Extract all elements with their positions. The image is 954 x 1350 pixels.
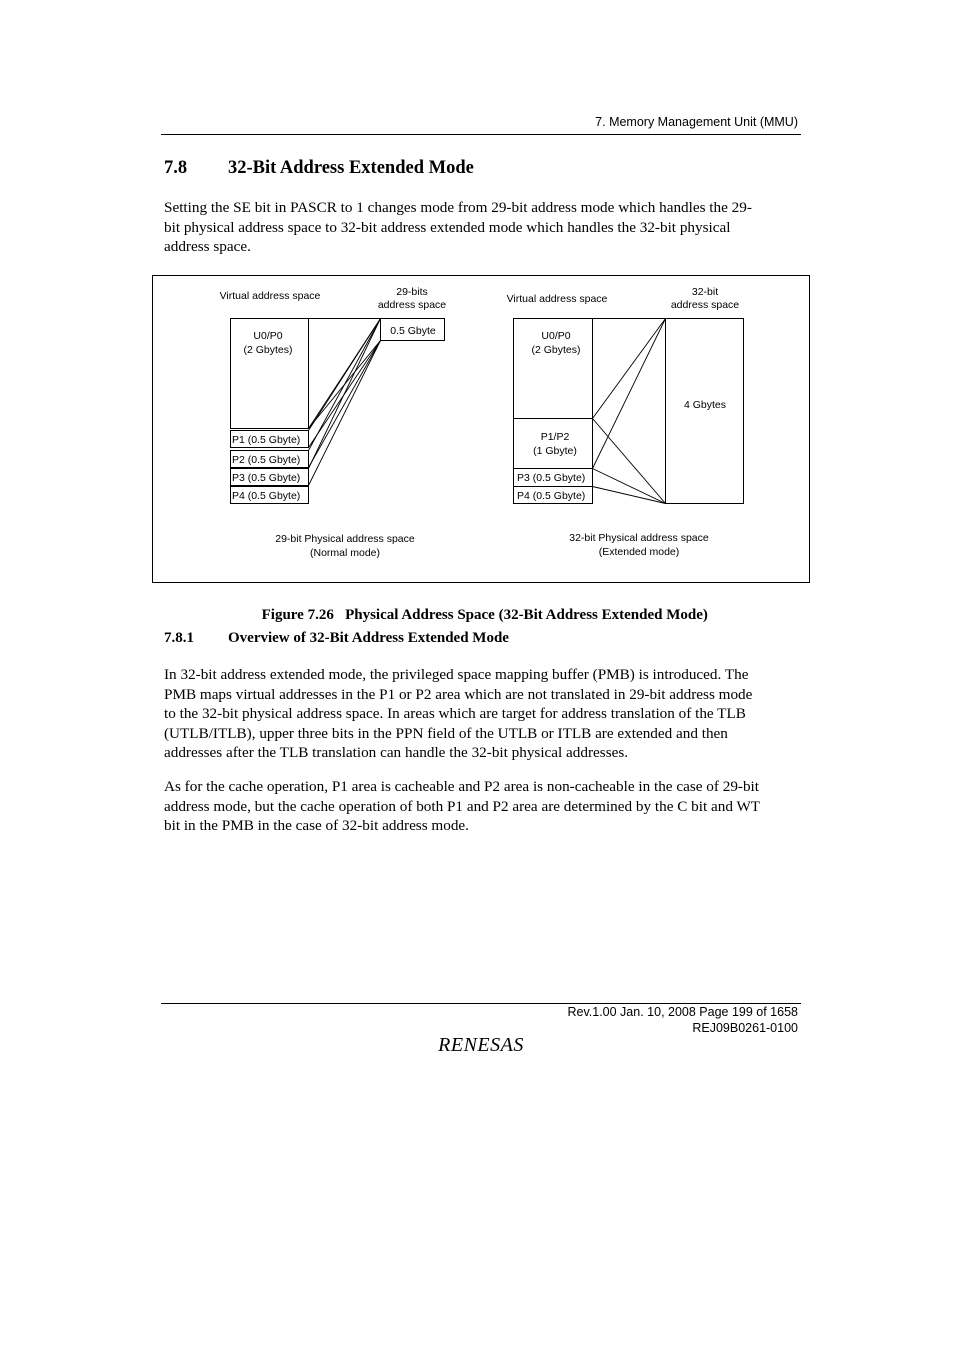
chapter-title: 7. Memory Management Unit (MMU) <box>595 115 798 129</box>
para2-line: address mode, but the cache operation of both P1 and P2 area are determined by the C bit and WT <box>164 797 761 815</box>
footer-doc-number: REJ09B0261-0100 <box>692 1020 798 1035</box>
figure-caption-text: Figure 7.26 Physical Address Space (32-Bit Address Extended Mode) <box>261 607 708 623</box>
address-space-figure <box>0 0 954 620</box>
para1-line: addresses after the TLB translation can handle the 32-bit physical addresses. <box>164 744 629 762</box>
map-p3-bottom <box>593 487 666 504</box>
right-caption-line2: (Extended mode) <box>598 546 680 558</box>
right-physical-label-line2: address space <box>670 299 740 311</box>
left-p2-label: P2 (0.5 Gbyte) <box>232 454 301 466</box>
intro-line: bit physical address space to 32-bit address extended mode which handles the 32-bit physical <box>164 218 731 236</box>
renesas-logo <box>0 1034 954 1056</box>
right-u0p0-label-line1: U0/P0 <box>541 330 571 342</box>
map-p3-top <box>593 469 666 504</box>
map-u0p0-to-top <box>593 319 666 419</box>
section-number: 7.8 <box>164 158 188 178</box>
map-p2-bottom <box>309 341 381 468</box>
overview-paragraph-1 <box>164 665 804 763</box>
left-u0p0-label-line1: U0/P0 <box>253 330 283 342</box>
map-p1p2-to-top <box>593 319 666 469</box>
left-physical-block-label: 0.5 Gbyte <box>390 325 436 337</box>
para1-line: (UTLB/ITLB), upper three bits in the PPN field of the UTLB or ITLB are extended and then <box>164 724 728 742</box>
para2-line: bit in the PMB in the case of 32-bit address mode. <box>164 817 469 835</box>
renesas-logo-text: RENESAS <box>438 1034 524 1056</box>
left-p3-label: P3 (0.5 Gbyte) <box>232 472 301 484</box>
para1-line: to the 32-bit physical address space. In areas which are target for address translation of the TLB <box>164 705 746 723</box>
left-physical-label-line1: 29-bits <box>396 286 428 298</box>
para2-line: As for the cache operation, P1 area is cacheable and P2 area is non-cacheable in the case of 29-bit <box>164 778 759 795</box>
subsection-number: 7.8.1 <box>164 630 194 646</box>
footer-revision: Rev.1.00 Jan. 10, 2008 Page 199 of 1658 <box>567 1005 798 1019</box>
left-physical-label-line2: address space <box>377 299 447 311</box>
right-u0p0-label-line2: (2 Gbytes) <box>531 344 581 356</box>
para1-line: In 32-bit address extended mode, the privileged space mapping buffer (PMB) is introduced. The <box>164 666 749 683</box>
right-p3-label: P3 (0.5 Gbyte) <box>517 472 586 484</box>
right-area-p1p2 <box>514 419 593 469</box>
right-caption-line1: 32-bit Physical address space <box>569 532 709 544</box>
figure-caption <box>0 590 954 624</box>
para1-line: PMB maps virtual addresses in the P1 or P2 area which are not translated in 29-bit address mode <box>164 685 753 703</box>
section-title: 32-Bit Address Extended Mode <box>228 158 474 178</box>
right-physical-block <box>666 319 744 504</box>
left-virtual-label: Virtual address space <box>219 290 321 302</box>
right-p1p2-label-line1: P1/P2 <box>540 431 570 443</box>
left-p4-label: P4 (0.5 Gbyte) <box>232 490 301 502</box>
left-mapping-lines <box>309 319 381 486</box>
subsection-heading <box>164 630 509 647</box>
map-p3-top <box>309 319 381 469</box>
left-caption-line2: (Normal mode) <box>309 547 381 559</box>
right-p4-label: P4 (0.5 Gbyte) <box>517 490 586 502</box>
right-physical-block-label: 4 Gbytes <box>683 399 727 411</box>
left-u0p0-label-line2: (2 Gbytes) <box>243 344 293 356</box>
footer-rule <box>161 1003 801 1004</box>
right-p1p2-label-line2: (1 Gbyte) <box>533 445 577 457</box>
right-mapping-lines <box>593 319 666 504</box>
subsection-title: Overview of 32-Bit Address Extended Mode <box>228 630 509 646</box>
footer-info <box>567 1005 798 1036</box>
right-physical-label-line1: 32-bit <box>691 286 719 298</box>
intro-line: Setting the SE bit in PASCR to 1 changes mode from 29-bit address mode which handles the 29- <box>164 199 752 216</box>
left-caption-line1: 29-bit Physical address space <box>275 533 415 545</box>
map-u0p0-to-bottom <box>593 419 666 504</box>
right-virtual-label: Virtual address space <box>506 293 608 305</box>
overview-paragraph-2 <box>164 777 804 836</box>
map-p2-top <box>309 319 381 451</box>
left-p1-label: P1 (0.5 Gbyte) <box>232 434 301 446</box>
intro-line: address space. <box>164 238 251 256</box>
